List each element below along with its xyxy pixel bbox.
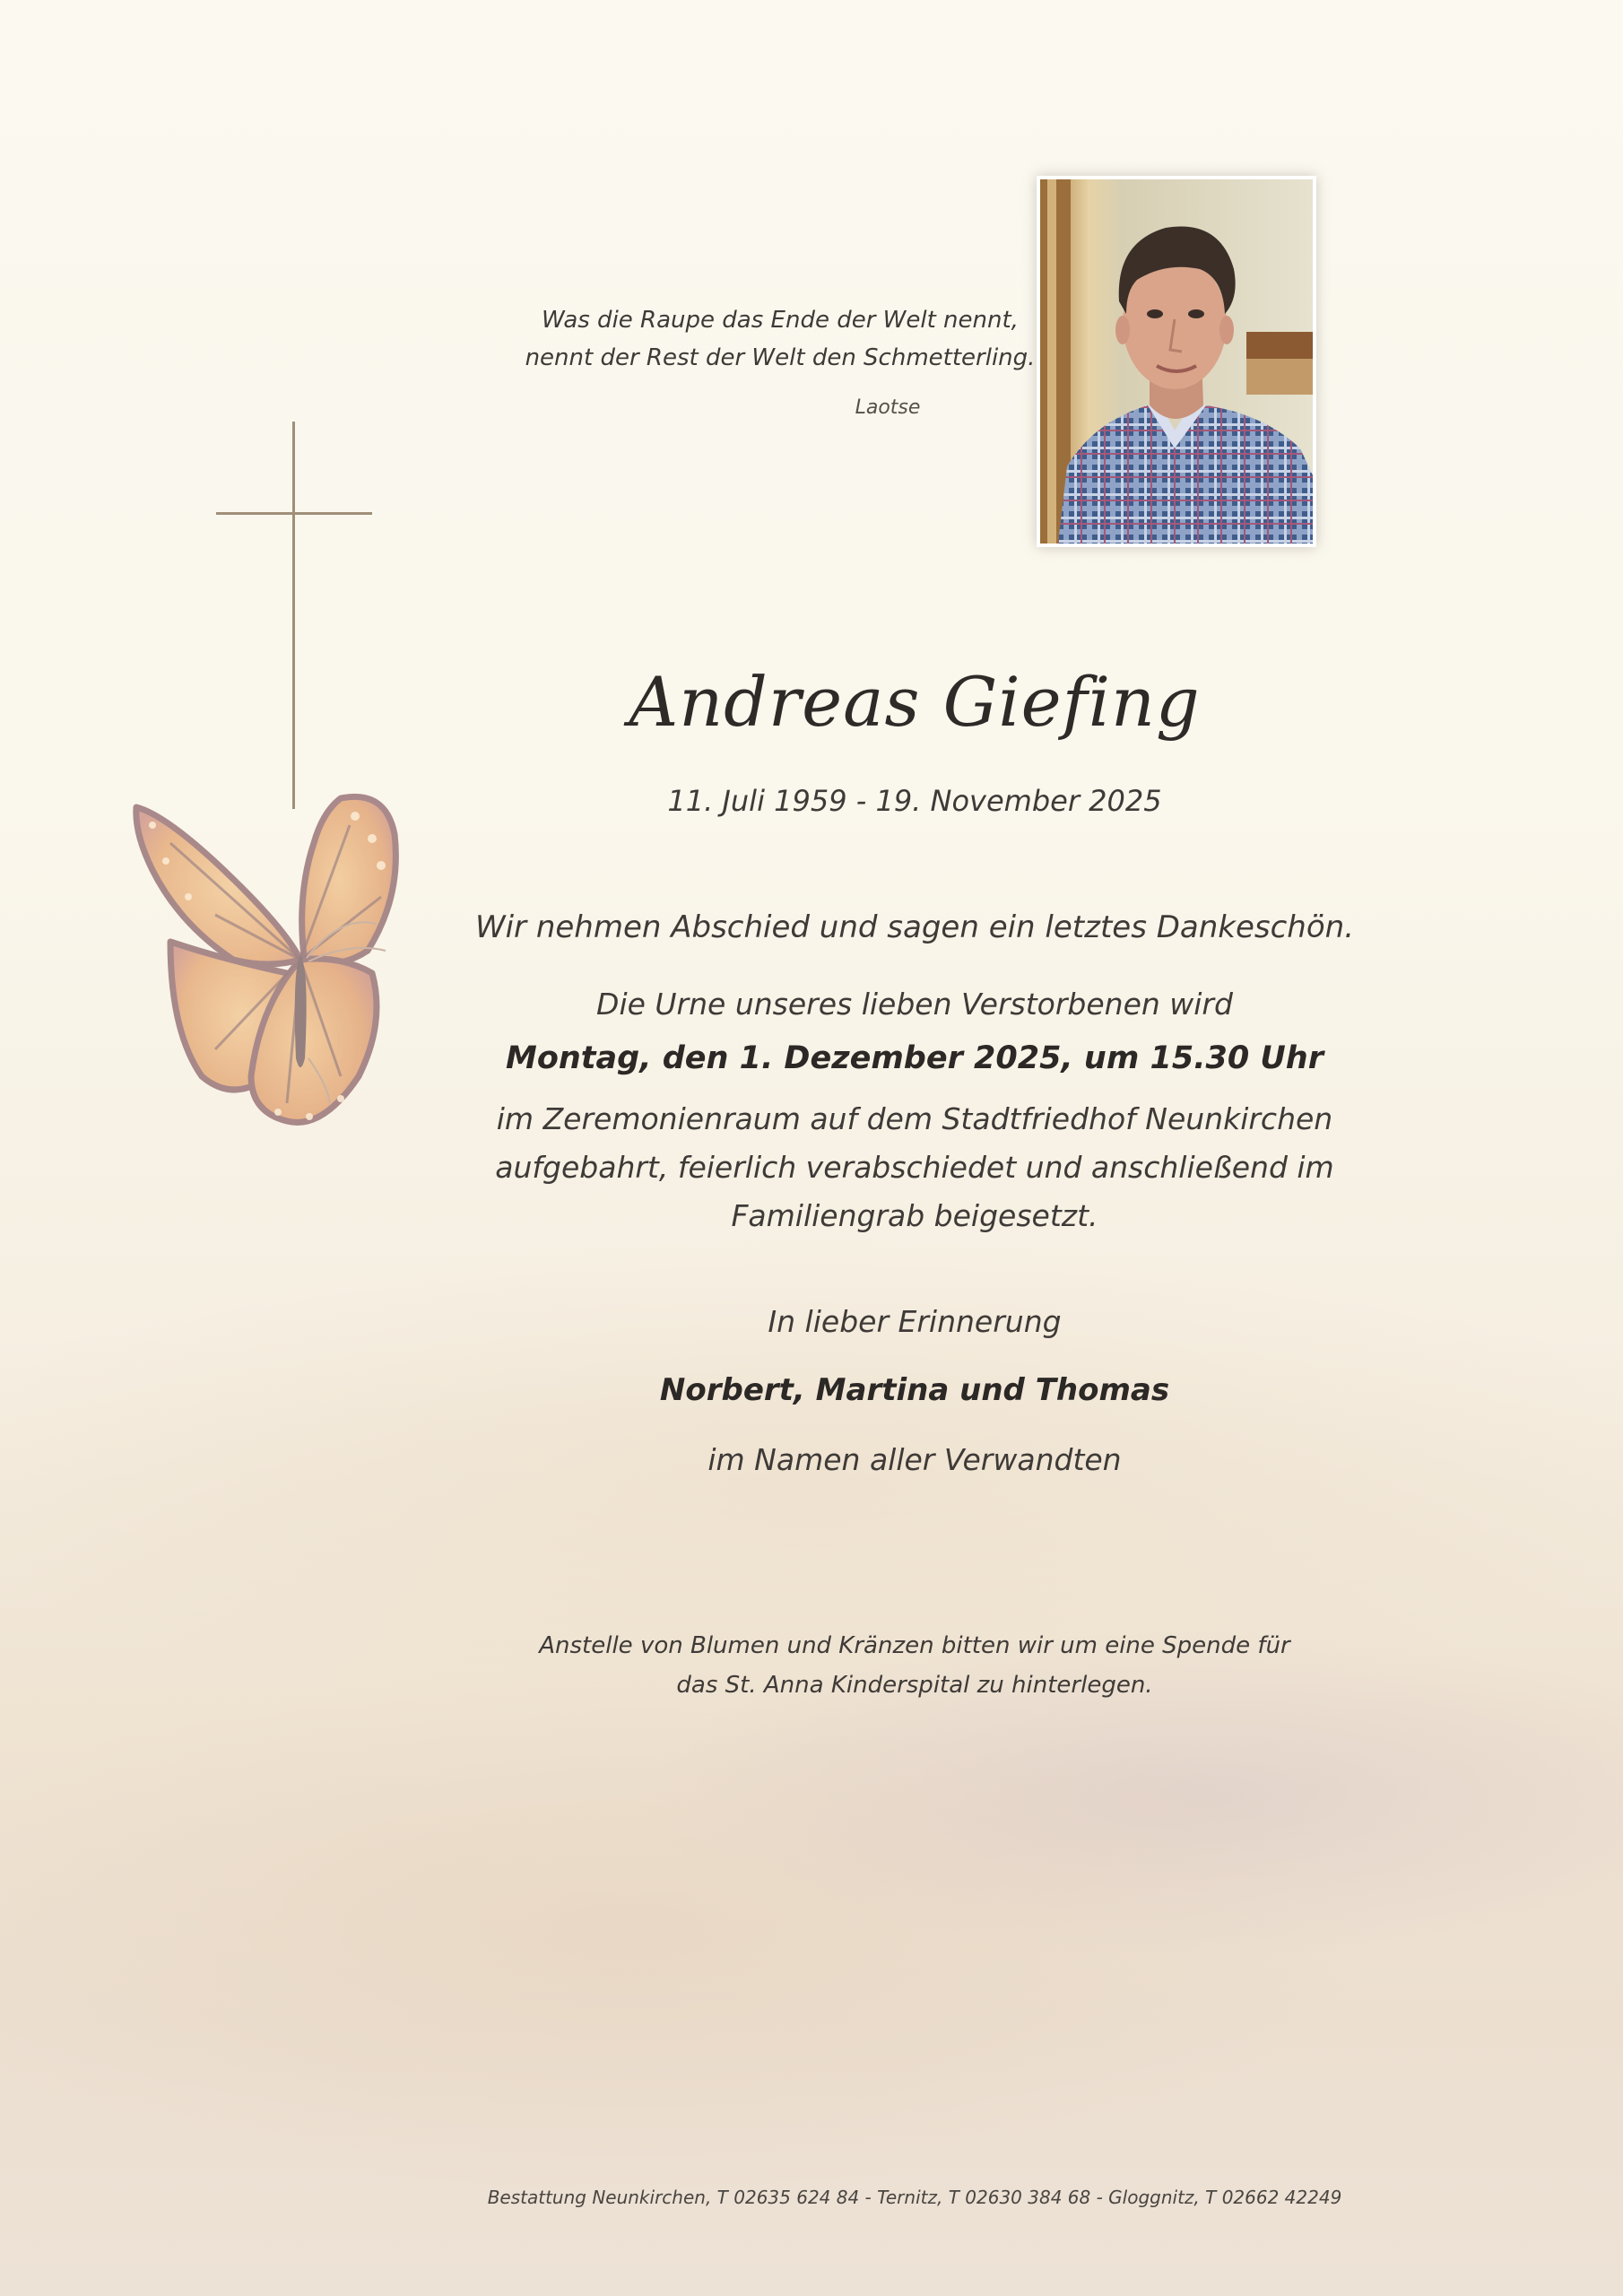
cross-vertical-bar xyxy=(292,422,295,809)
life-dates: 11. Juli 1959 - 19. November 2025 xyxy=(667,784,1162,818)
portrait-illustration xyxy=(1040,179,1313,544)
donation-line-1: Anstelle von Blumen und Kränzen bitten wir um eine Spende für xyxy=(539,1632,1290,1659)
memory-label: In lieber Erinnerung xyxy=(768,1304,1062,1339)
urn-text-line-5: Familiengrab beigesetzt. xyxy=(731,1198,1098,1233)
portrait-frame xyxy=(1037,176,1316,547)
urn-text-line-1: Die Urne unseres lieben Verstorbenen wird xyxy=(596,987,1233,1022)
deceased-name: Andreas Giefing xyxy=(629,662,1201,742)
quote-line-1: Was die Raupe das Ende der Welt nennt, xyxy=(542,307,1019,334)
cross-horizontal-bar xyxy=(216,512,372,515)
urn-text-line-4: aufgebahrt, feierlich verabschiedet und anschließend im xyxy=(495,1150,1334,1185)
farewell-text: Wir nehmen Abschied und sagen ein letztes Dankeschön. xyxy=(474,909,1355,945)
mourners-names: Norbert, Martina und Thomas xyxy=(659,1372,1170,1408)
on-behalf-text: im Namen aller Verwandten xyxy=(707,1442,1122,1477)
donation-line-2: das St. Anna Kinderspital zu hinterlegen. xyxy=(676,1672,1153,1699)
footer-contact: Bestattung Neunkirchen, T 02635 624 84 - Ternitz, T 02630 384 68 - Gloggnitz, T 02662 42249 xyxy=(487,2187,1342,2208)
urn-text-line-3: im Zeremonienraum auf dem Stadtfriedhof Neunkirchen xyxy=(496,1101,1333,1136)
ceremony-date: Montag, den 1. Dezember 2025, um 15.30 Uhr xyxy=(506,1040,1324,1076)
quote-author: Laotse xyxy=(855,396,921,419)
quote-line-2: nennt der Rest der Welt den Schmetterling. xyxy=(525,344,1036,371)
portrait-photo xyxy=(1040,179,1313,544)
